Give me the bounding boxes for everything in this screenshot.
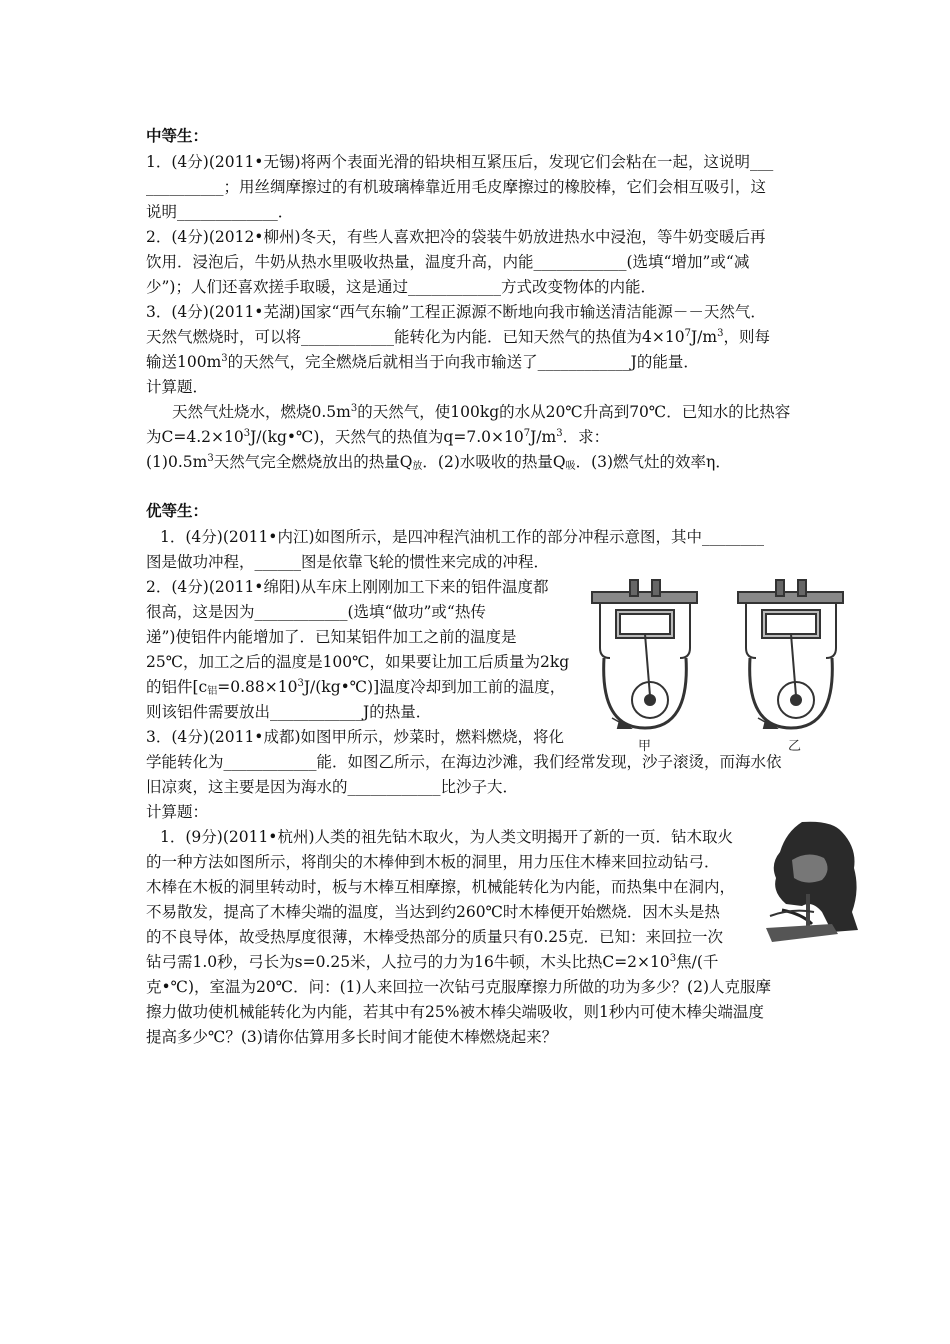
- s2-q3-line1: 3．(4分)(2011•成都)如图甲所示，炒菜时，燃料燃烧，将化: [146, 728, 565, 746]
- s2-calc-line5: 的不良导体，故受热厚度很薄，木棒受热部分的质量只有0.25克．已知：来回拉一次: [146, 928, 724, 946]
- s2-q2-line3: 递”)使铝件内能增加了．已知某铝件加工之前的温度是: [146, 628, 517, 646]
- s2-q2-line4: 25℃，加工之后的温度是100℃，如果要让加工后质量为2kg: [146, 653, 570, 671]
- s1-q3-line1: 3．(4分)(2011•芜湖)国家“西气东输”工程正源源不断地向我市输送清洁能源－－天然气．: [146, 303, 766, 321]
- engine-stroke-diagram: [590, 578, 860, 756]
- s2-q3-line2: 学能转化为____________能．如图乙所示，在海边沙滩，我们经常发现，沙子滚烫，而海水依: [146, 753, 782, 771]
- engine-left-label: 甲: [638, 739, 652, 754]
- engine-left-figure: [592, 580, 697, 728]
- s1-calc-label: 计算题．: [146, 378, 209, 396]
- s1-q1-line2: __________；用丝绸摩擦过的有机玻璃棒靠近用毛皮摩擦过的橡胶棒，它们会相互吸引，这: [146, 178, 767, 196]
- s2-q2-line1: 2．(4分)(2011•绵阳)从车床上刚刚加工下来的铝件温度都: [146, 578, 549, 596]
- s1-q2-line1: 2．(4分)(2012•柳州)冬天，有些人喜欢把冷的袋装牛奶放进热水中浸泡，等牛奶变暖后再: [146, 228, 766, 246]
- s2-calc-line9: 提高多少℃？(3)请你估算用多长时间才能使木棒燃烧起来？: [146, 1028, 558, 1046]
- s2-calc-line1: 1．(9分)(2011•杭州)人类的祖先钻木取火，为人类文明揭开了新的一页．钻木取火: [160, 828, 734, 846]
- section-heading-intermediate: 中等生：: [146, 126, 209, 145]
- s2-q2-line5: 的铝件$[c_铝=0.88\times 10^3J/(kg•℃)]$温度冷却到加工前的温度，: [146, 678, 566, 697]
- s2-calc-line2: 的一种方法如图所示，将削尖的木棒伸到木板的洞里，用力压住木棒来回拉动钻弓．: [146, 853, 720, 871]
- s1-calc-line3: $(1)0.5m^3$天然气完全燃烧放出的热量$Q_放$．(2)水吸收的热量$Q_吸$．(3)燃气灶的效率η．: [146, 453, 731, 472]
- s2-calc-line3: 木棒在木板的洞里转动时，板与木棒互相摩擦，机械能转化为内能，而热集中在洞内，: [146, 878, 736, 896]
- s2-calc-line8: 擦力做功使机械能转化为内能，若其中有25%被木棒尖端吸收，则1秒内可使木棒尖端温度: [146, 1003, 764, 1021]
- s2-q1-line1: 1．(4分)(2011•内江)如图所示，是四冲程汽油机工作的部分冲程示意图，其中________: [160, 528, 765, 546]
- s1-q2-line3: 少”)；人们还喜欢搓手取暖，这是通过____________方式改变物体的内能．: [146, 278, 656, 296]
- s1-calc-line1: 天然气灶烧水，燃烧$0.5m^3$的天然气，使100kg的水从20℃升高到70℃．已知水的比热容: [172, 403, 791, 421]
- s1-q2-line2: 饮用．浸泡后，牛奶从热水里吸收热量，温度升高，内能____________(选填“增加”或“减: [146, 253, 750, 271]
- s2-calc-line7: 克•℃)，室温为20℃．问：(1)人来回拉一次钻弓克服摩擦力所做的功为多少？(2)人克服摩: [146, 978, 772, 996]
- s2-q1-line2: 图是做功冲程，______图是依靠飞轮的惯性来完成的冲程．: [146, 553, 550, 571]
- s2-calc-label: 计算题：: [146, 803, 209, 821]
- engine-right-figure: [738, 580, 843, 728]
- s2-q3-line3: 旧凉爽，这主要是因为海水的____________比沙子大．: [146, 778, 519, 796]
- s1-q3-line3: 输送$100m^3$的天然气，完全燃烧后就相当于向我市输送了____________J的能量．: [146, 353, 699, 371]
- s2-q2-line2: 很高，这是因为____________(选填“做功”或“热传: [146, 603, 486, 621]
- s1-calc-line2: 为$C=4.2\times 10^3J/(kg•℃)$，天然气的热值为$q=7.0\times 10^7J/m^3$．求：: [146, 428, 610, 446]
- s1-q1-line1: 1．(4分)(2011•无锡)将两个表面光滑的铅块相互紧压后，发现它们会粘在一起，这说明___: [146, 153, 774, 171]
- s2-calc-line4: 不易散发，提高了木棒尖端的温度，当达到约260℃时木棒便开始燃烧．因木头是热: [146, 903, 720, 921]
- s2-q2-line6: 则该铝件需要放出____________J的热量．: [146, 703, 432, 721]
- engine-right-label: 乙: [788, 739, 802, 754]
- s1-q1-line3: 说明_____________．: [146, 203, 294, 221]
- section-heading-advanced: 优等生：: [146, 501, 209, 520]
- fire-drill-illustration: [762, 820, 866, 950]
- s2-calc-line6: 钻弓需1.0秒，弓长为s=0.25米，人拉弓的力为16牛顿，木头比热$C=2\times 10^3$焦/(千: [146, 953, 719, 971]
- s1-q3-line2: 天然气燃烧时，可以将____________能转化为内能．已知天然气的热值为$4\times 10^7J/m^3$，则每: [146, 328, 770, 346]
